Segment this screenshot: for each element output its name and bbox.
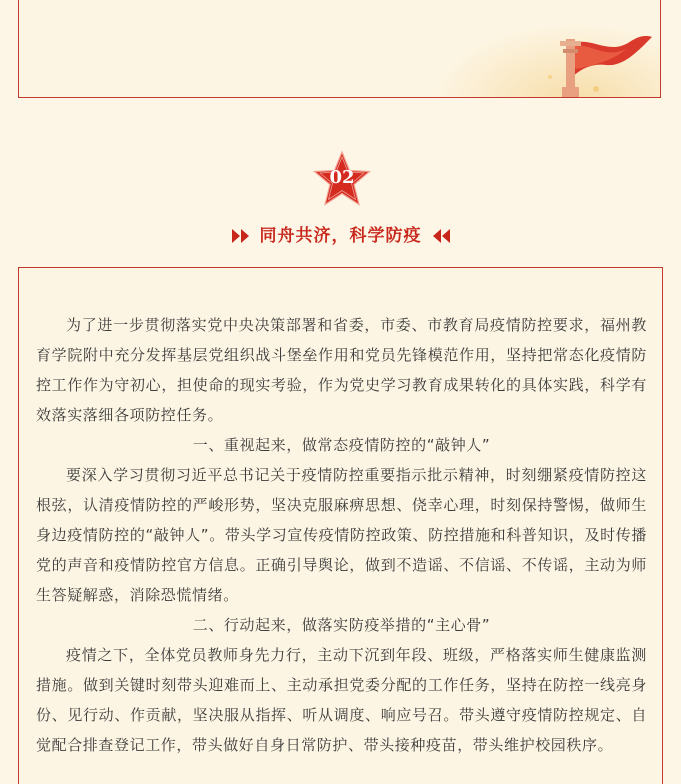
subheading: 一、重视起来，做常态疫情防控的“敲钟人” (192, 436, 491, 454)
subheading: 二、行动起来，做落实防疫举措的“主心骨” (192, 616, 491, 634)
flag-pillar-icon (536, 19, 656, 97)
paragraph: 疫情之下，全体党员教师身先力行，主动下沉到年段、班级，严格落实师生健康监测措施。做到关键时刻带头迎难而上、主动承担党委分配的工作任务，坚持在防控一线亮身份、见行动、作贡献，坚决服从指挥、听从调度、响应号召。带头遵守疫情防控规定、自觉配合排查登记工作，带头做好自身日常防护、带头接种疫苗，带头维护校园秩序。 (36, 646, 647, 754)
section-number: 02 (329, 167, 355, 188)
section-header (0, 222, 681, 250)
paragraph: 为了进一步贯彻落实党中央决策部署和省委，市委、市教育局疫情防控要求，福州教育学院附中充分发挥基层党组织战斗堡垒作用和党员先锋模范作用，坚持把常态化疫情防控工作作为守初心，担使命的现实考验，作为党史学习教育成果转化的具体实践，科学有效落实落细各项防控任务。 (36, 316, 647, 424)
section-title: 同舟共济，科学防疫 (259, 226, 422, 246)
paragraph: 要深入学习贯彻习近平总书记关于疫情防控重要指示批示精神，时刻绷紧疫情防控这根弦，认清疫情防控的严峻形势，坚决克服麻痹思想、侥幸心理，时刻保持警惕，做师生身边疫情防控的“敲钟人”。带头学习宣传疫情防控政策、防控措施和科普知识，及时传播党的声音和疫情防控官方信息。正确引导舆论，做到不造谣、不信谣、不传谣，主动为师生答疑解惑，消除恐慌情绪。 (36, 466, 647, 604)
article-body (36, 310, 647, 760)
double-chevron-left-icon (430, 227, 452, 245)
top-card (18, 0, 661, 98)
double-chevron-right-icon (230, 227, 252, 245)
